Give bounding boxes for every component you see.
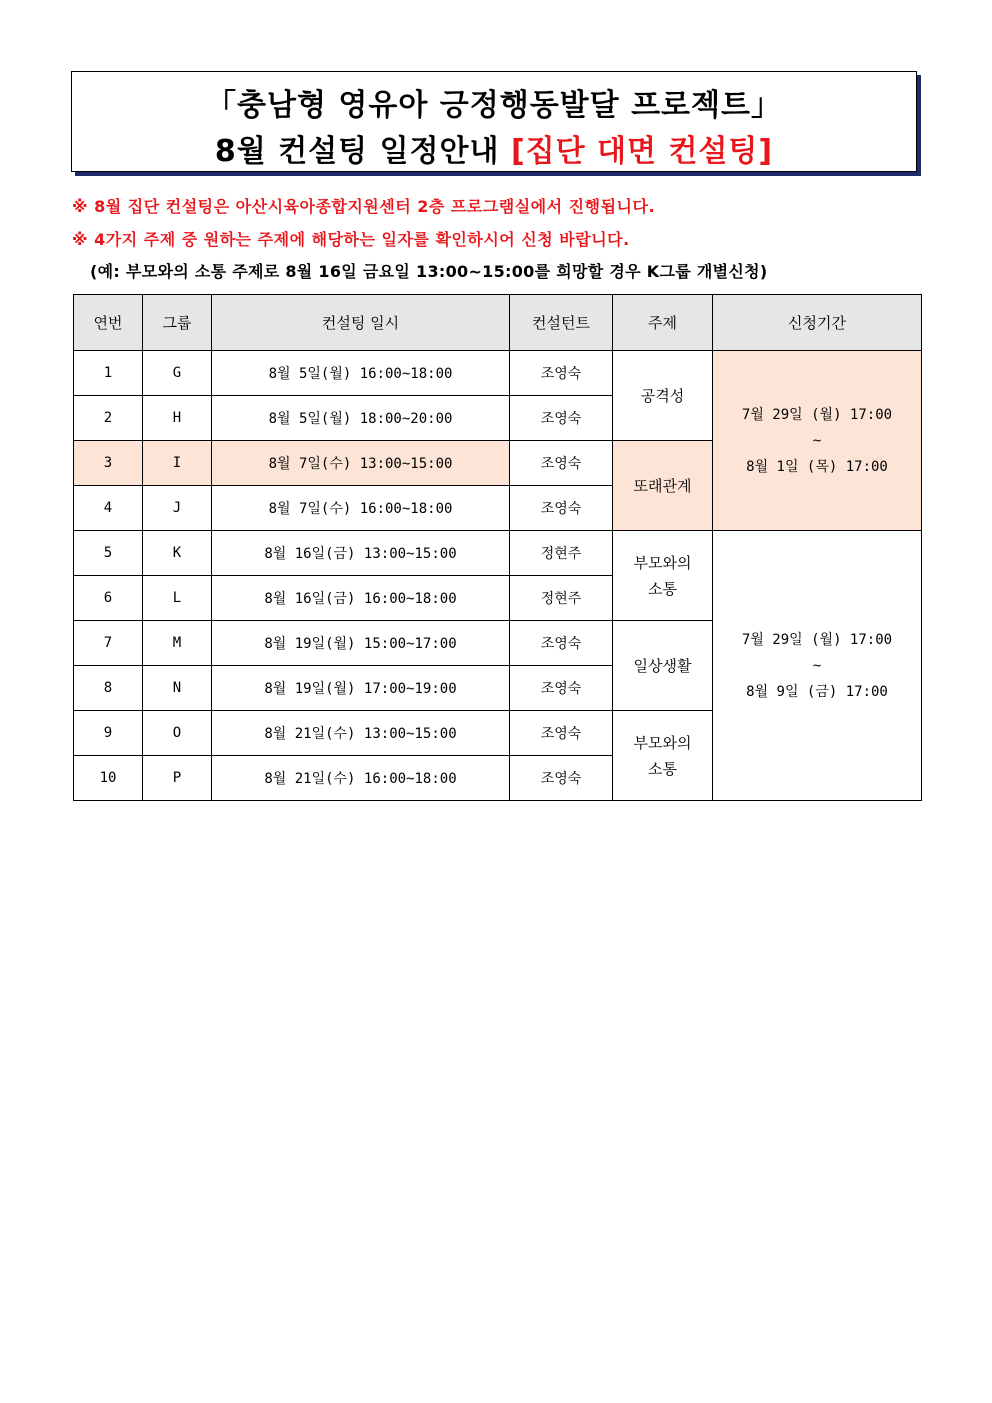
cell-datetime: 8월 16일(금) 13:00~15:00 [212,531,510,576]
cell-consultant: 조영숙 [510,711,613,756]
cell-group: K [143,531,212,576]
topic-label: 소통 [648,579,677,598]
cell-group: I [143,441,212,486]
cell-group: J [143,486,212,531]
cell-group: H [143,396,212,441]
cell-no: 9 [74,711,143,756]
period-sep: ~ [812,432,822,449]
cell-datetime: 8월 19일(월) 15:00~17:00 [212,621,510,666]
cell-datetime: 8월 7일(수) 13:00~15:00 [212,441,510,486]
cell-datetime: 8월 16일(금) 16:00~18:00 [212,576,510,621]
cell-consultant: 정현주 [510,576,613,621]
cell-datetime: 8월 19일(월) 17:00~19:00 [212,666,510,711]
cell-datetime: 8월 21일(수) 16:00~18:00 [212,756,510,801]
notice-application: ※ 4가지 주제 중 원하는 주제에 해당하는 일자를 확인하시어 신청 바랍니다. [72,230,630,249]
cell-no: 3 [74,441,143,486]
topic-label: 부모와의 [633,733,692,752]
header-consultant: 컨설턴트 [510,295,613,351]
table-row [74,351,922,396]
topic-label: 소통 [648,759,677,778]
cell-topic-daily-life [613,621,713,711]
cell-consultant: 정현주 [510,531,613,576]
cell-consultant: 조영숙 [510,396,613,441]
cell-period-1 [713,351,922,531]
title-line2-highlight: [집단 대면 컨설팅] [510,134,774,169]
cell-consultant: 조영숙 [510,441,613,486]
table-row [74,531,922,576]
cell-datetime: 8월 7일(수) 16:00~18:00 [212,486,510,531]
period-start: 7월 29일 (월) 17:00 [741,631,893,648]
period-start: 7월 29일 (월) 17:00 [741,406,893,423]
cell-consultant: 조영숙 [510,666,613,711]
cell-no: 1 [74,351,143,396]
cell-no: 7 [74,621,143,666]
header-period: 신청기간 [713,295,922,351]
cell-group: M [143,621,212,666]
cell-consultant: 조영숙 [510,486,613,531]
period-end: 8월 9일 (금) 17:00 [746,683,888,700]
cell-topic-parent-comm-2 [613,711,713,801]
cell-no: 6 [74,576,143,621]
notice-location: ※ 8월 집단 컨설팅은 아산시육아종합지원센터 2층 프로그램실에서 진행됩니다. [72,197,656,216]
cell-no: 5 [74,531,143,576]
cell-no: 10 [74,756,143,801]
title-line2-main: 8월 컨설팅 일정안내 [214,134,511,169]
example-note: (예: 부모와의 소통 주제로 8월 16일 금요일 13:00~15:00를 희망할 경우 K그룹 개별신청) [90,262,768,281]
cell-consultant: 조영숙 [510,621,613,666]
cell-no: 2 [74,396,143,441]
cell-topic-parent-comm [613,531,713,621]
cell-topic-aggression [613,351,713,441]
cell-no: 4 [74,486,143,531]
cell-datetime: 8월 5일(월) 18:00~20:00 [212,396,510,441]
cell-no: 8 [74,666,143,711]
cell-datetime: 8월 5일(월) 16:00~18:00 [212,351,510,396]
header-no: 연번 [74,295,143,351]
cell-group: O [143,711,212,756]
cell-datetime: 8월 21일(수) 13:00~15:00 [212,711,510,756]
cell-consultant: 조영숙 [510,756,613,801]
title-box [71,71,917,172]
topic-label: 또래관계 [633,476,692,495]
table-header-row [74,295,922,351]
topic-label: 부모와의 [633,553,692,572]
cell-consultant: 조영숙 [510,351,613,396]
cell-group: N [143,666,212,711]
topic-label: 공격성 [640,386,685,405]
period-end: 8월 1일 (목) 17:00 [746,458,888,475]
cell-topic-peer [613,441,713,531]
cell-group: L [143,576,212,621]
period-sep: ~ [812,657,822,674]
title-line2 [72,126,916,170]
cell-period-2 [713,531,922,801]
schedule-table [73,294,922,801]
cell-group: G [143,351,212,396]
cell-group: P [143,756,212,801]
header-group: 그룹 [143,295,212,351]
header-datetime: 컨설팅 일시 [212,295,510,351]
header-topic: 주제 [613,295,713,351]
topic-label: 일상생활 [633,656,692,675]
title-line1: 「충남형 영유아 긍정행동발달 프로젝트」 [205,88,782,123]
